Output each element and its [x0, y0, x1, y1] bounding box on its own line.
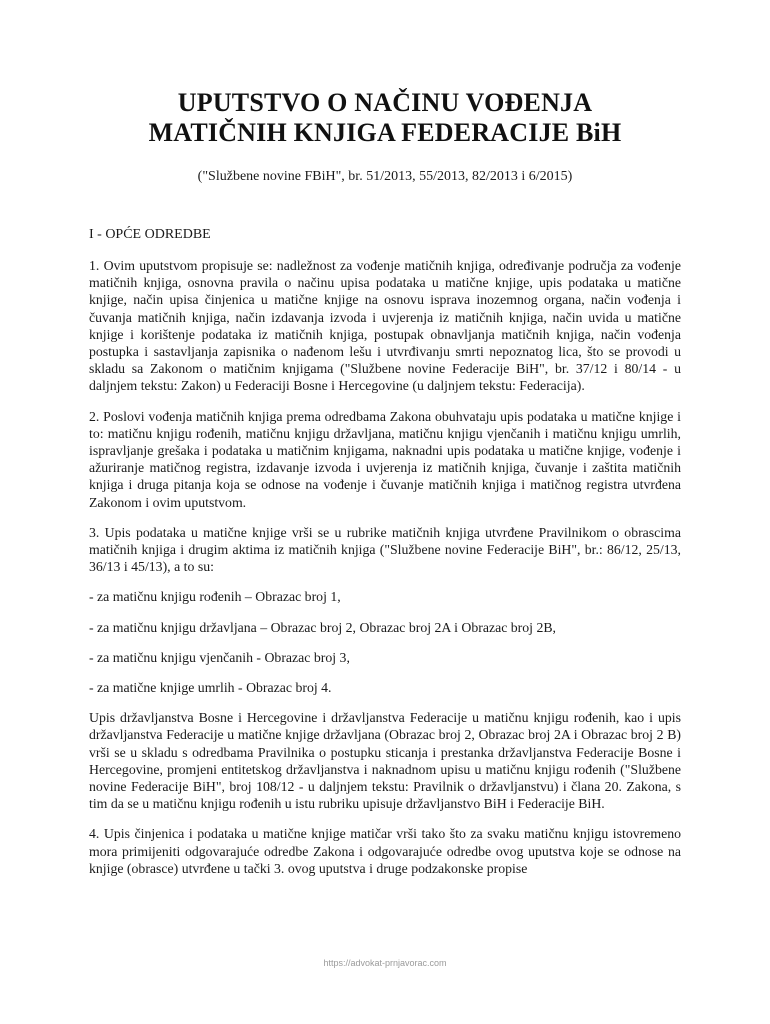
paragraph-4: Upis državljanstva Bosne i Hercegovine i državljanstva Federacije u matičnu knjigu rođenih, kao i upis državljanstva Federacije u matične knjige državljana (Obrazac broj 2, Obrazac broj 2A i Obrazac broj 2 B) vrši se u skladu s odredbama Pravilnika o postupku sticanja i prestanka državljanstva Federacije Bosne i Hercegovine, promjeni entitetskog državljanstva i naknadnom upisu u matičnu knjigu rođenih ("Službene novine Federacije BiH", broj 108/12 - u daljnjem tekstu: Pravilnik o državljanstvu) i člana 20. Zakona, s tim da se u matičnu knjigu rođenih u istu rubriku upisuje državljanstvo BiH i Federacije BiH. — [89, 710, 681, 812]
document-page — [89, 0, 681, 877]
footer-url-link[interactable]: https://advokat-prnjavorac.com — [323, 958, 447, 968]
paragraph-2: 2. Poslovi vođenja matičnih knjiga prema odredbama Zakona obuhvataju upis podataka u matične knjige i to: matičnu knjigu rođenih, matičnu knjigu državljana, matičnu knjigu vjenčanih i matičnu knjigu umrlih, ispravljanje grešaka i podataka u matičnim knjigama, naknadni upis podataka u matične knjige, vođenje i ažuriranje matičnog registra, izdavanje izvoda i uvjerenja iz matičnih knjiga, čuvanje i zaštita matičnih knjiga i druga pitanja koja se odnose na vođenje i čuvanje matičnih knjiga i matičnog registra utvrđena Zakonom i ovim uputstvom. — [89, 408, 681, 510]
list-item: - za matičnu knjigu rođenih – Obrazac broj 1, — [89, 589, 341, 605]
section-heading: I - OPĆE ODREDBE — [89, 227, 211, 242]
paragraph-5: 4. Upis činjenica i podataka u matične knjige matičar vrši tako što za svaku matičnu knjigu istovremeno mora primijeniti odgovarajuće odredbe Zakona i odgovarajuće odredbe ovog uputstva koje se odnose na knjige (obrasce) utvrđene u tački 3. ovog uputstva i druge podzakonske propise — [89, 826, 681, 876]
list-item: - za matičnu knjigu vjenčanih - Obrazac broj 3, — [89, 649, 350, 665]
title-line-1: UPUTSTVO O NAČINU VOĐENJA — [177, 88, 593, 117]
list-item: - za matične knjige umrlih - Obrazac broj 4. — [89, 680, 332, 696]
document-title — [89, 88, 681, 148]
paragraph-3: 3. Upis podataka u matične knjige vrši se u rubrike matičnih knjiga utvrđene Pravilnikom o obrascima matičnih knjiga i drugim aktima iz matičnih knjiga ("Službene novine Federacije BiH", br.: 86/12, 25/13, 36/13 i 45/13), a to su: — [89, 524, 681, 575]
title-line-2: MATIČNIH KNJIGA FEDERACIJE BiH — [148, 118, 622, 147]
paragraph-1: 1. Ovim uputstvom propisuje se: nadležnost za vođenje matičnih knjiga, određivanje područja za vođenje matičnih knjiga, osnovna pravila o načinu upisa podataka u matične knjige, upis podataka u matične knjige, način upisa činjenica u matične knjige na osnovu isprava inozemnog organa, način vođenja i čuvanja matičnih knjiga, način izdavanja izvoda i uvjerenja iz matičnih knjiga, način uvida u matične knjige i korištenje podataka iz matičnih knjiga, postupak obnavljanja matičnih knjiga, način vođenja postupka i sastavljanja zapisnika o nađenom lešu i utvrđivanju smrti nepoznatog lica, što se provodi u skladu sa Zakonom o matičnim knjigama ("Službene novine Federacije BiH", br. 37/12 i 80/14 - u daljnjem tekstu: Zakon) u Federaciji Bosne i Hercegovine (u daljnjem tekstu: Federacija). — [89, 258, 681, 394]
document-subtitle: ("Službene novine FBiH", br. 51/2013, 55/2013, 82/2013 i 6/2015) — [197, 169, 573, 184]
list-item: - za matičnu knjigu državljana – Obrazac broj 2, Obrazac broj 2A i Obrazac broj 2B, — [89, 619, 556, 635]
